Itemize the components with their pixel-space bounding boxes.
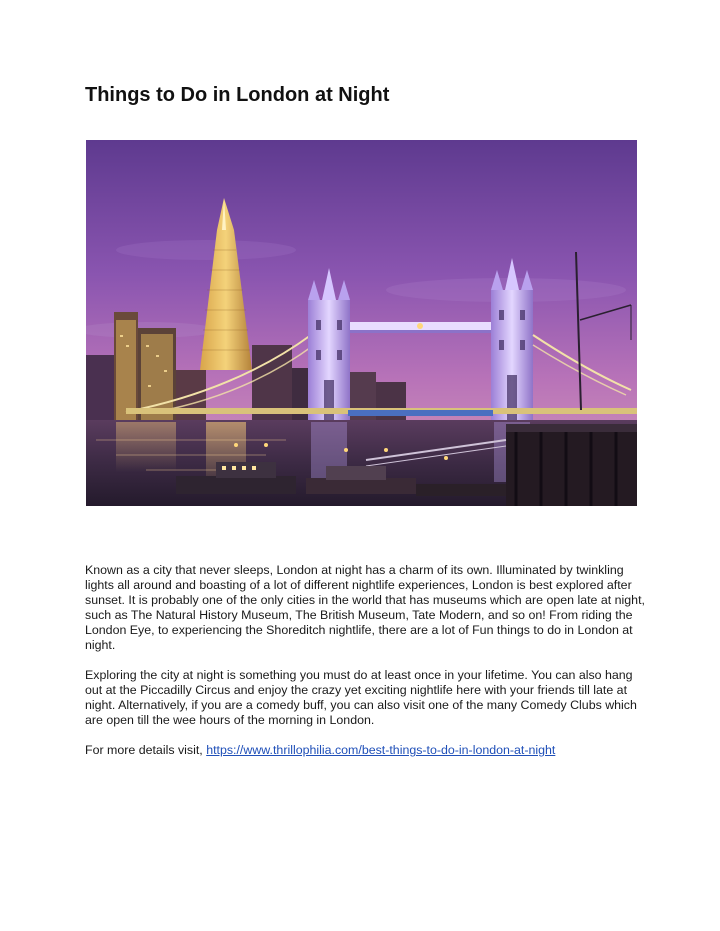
paragraph-intro: Known as a city that never sleeps, London at night has a charm of its own. Illuminated by twinkling lights all around and boasting of a lot of different nightlife experiences, London is best explored after sunset. It is probably one of the only cities in the world that has museums which are open late at night, such as The Natural History Museum, The British Museum, Tate Modern, and so on! From riding the London Eye, to experiencing the Shoreditch nightlife, there are a lot of Fun things to do in London at night. <box>85 563 645 652</box>
paragraph-exploring: Exploring the city at night is something you must do at least once in your lifetime. You can also hang out at the Piccadilly Circus and enjoy the crazy yet exciting nightlife here with your friends till late at night. Alternatively, if you are a comedy buff, you can also visit one of the many Comedy Clubs which are open till the wee hours of the morning in London. <box>85 668 637 727</box>
london-night-photo <box>86 140 637 506</box>
more-details-line <box>85 743 645 758</box>
more-details-prefix: For more details visit, <box>85 743 207 757</box>
article-body <box>85 563 645 773</box>
more-details-link[interactable]: https://www.thrillophilia.com/best-things-to-do-in-london-at-night <box>206 743 556 757</box>
page-title: Things to Do in London at Night <box>85 84 390 106</box>
